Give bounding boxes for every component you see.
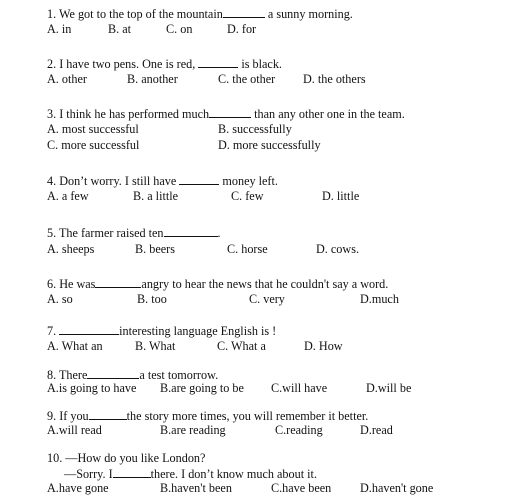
option-b: B.haven't been [160, 481, 232, 495]
option-c: C. What a [217, 339, 266, 353]
option-c: C.have been [271, 481, 332, 495]
question-text: —Sorry. I [64, 467, 113, 481]
option-c: C. more successful [47, 138, 140, 152]
question-text: He was [59, 277, 96, 291]
answer-blank [89, 408, 127, 420]
question-8-stem [47, 367, 218, 382]
answer-blank [179, 173, 219, 185]
question-text: The farmer raised ten [58, 226, 164, 240]
question-number: 5. [47, 226, 57, 240]
question-text: We got to the top of the mountain [58, 7, 223, 21]
question-text: a test tomorrow. [139, 368, 219, 382]
question-text: There [58, 368, 88, 382]
question-text: Don’t worry. I still have [59, 174, 177, 188]
option-b: B. at [108, 22, 132, 36]
option-d: D. little [322, 189, 360, 203]
question-text: the story more times, you will remember it better. [126, 409, 369, 423]
option-d: D.read [360, 423, 393, 437]
option-c: C.will have [271, 381, 328, 395]
answer-blank [59, 323, 119, 335]
question-number: 4. [47, 174, 57, 188]
question-text: I think he has performed much [59, 107, 210, 121]
question-text: If you [59, 409, 89, 423]
answer-blank [113, 466, 151, 478]
question-number: 6. [47, 277, 57, 291]
option-d: D. How [304, 339, 343, 353]
option-a: A. other [47, 72, 87, 86]
question-text: than any other one in the team. [254, 107, 405, 121]
option-d: D. cows. [316, 242, 359, 256]
question-3-stem [47, 106, 405, 121]
question-text: a sunny morning. [267, 7, 353, 21]
question-text: there. I don’t know much about it. [150, 467, 317, 481]
option-d: D.will be [366, 381, 412, 395]
option-b: B. beers [135, 242, 175, 256]
option-c: C. few [231, 189, 264, 203]
option-b: B. a little [133, 189, 179, 203]
option-d: D. the others [303, 72, 366, 86]
question-10-stem [47, 451, 205, 465]
option-a: A. in [47, 22, 72, 36]
question-number: 3. [47, 107, 57, 121]
option-c: C.reading [275, 423, 323, 437]
option-c: C. very [249, 292, 285, 306]
option-a: A. most successful [47, 122, 139, 136]
option-b: B.are going to be [160, 381, 244, 395]
question-number: 8. [47, 368, 57, 382]
option-d: D.much [360, 292, 399, 306]
option-b: B. successfully [218, 122, 292, 136]
option-b: B. too [137, 292, 167, 306]
option-d: D. more successfully [218, 138, 321, 152]
question-5-stem [47, 225, 221, 240]
question-text: money left. [222, 174, 278, 188]
question-4-stem [47, 173, 278, 188]
option-a: A.have gone [47, 481, 109, 495]
question-number: 9. [47, 409, 57, 423]
question-text: is black. [241, 57, 282, 71]
question-2-stem [47, 56, 282, 71]
answer-blank [223, 6, 265, 18]
answer-blank [87, 367, 139, 379]
answer-blank [164, 225, 218, 237]
question-6-stem [47, 276, 388, 291]
question-7-stem [47, 323, 276, 338]
question-number: 7. [47, 324, 57, 338]
option-d: D.haven't gone [360, 481, 434, 495]
option-c: C. the other [218, 72, 276, 86]
option-b: B.are reading [160, 423, 226, 437]
option-d: D. for [227, 22, 257, 36]
question-9-stem [47, 408, 368, 423]
option-a: A. What an [47, 339, 103, 353]
answer-blank [95, 276, 141, 288]
answer-blank [198, 56, 238, 68]
question-number: 1. [47, 7, 57, 21]
option-b: B. another [127, 72, 178, 86]
option-b: B. What [135, 339, 176, 353]
option-c: C. horse [227, 242, 268, 256]
question-number: 2. [47, 57, 57, 71]
question-10-reply [64, 466, 317, 481]
question-text: angry to hear the news that he couldn't say a word. [141, 277, 389, 291]
question-text: . [217, 226, 221, 240]
option-c: C. on [166, 22, 193, 36]
option-a: A.is going to have [47, 381, 137, 395]
option-a: A. sheeps [47, 242, 95, 256]
option-a: A. a few [47, 189, 89, 203]
question-text: —How do you like London? [65, 451, 206, 465]
question-text: interesting language English is ! [119, 324, 277, 338]
question-text: I have two pens. One is red, [59, 57, 196, 71]
question-1-stem [47, 6, 353, 21]
answer-blank [209, 106, 251, 118]
option-a: A. so [47, 292, 73, 306]
question-number: 10. [47, 451, 63, 465]
option-a: A.will read [47, 423, 102, 437]
